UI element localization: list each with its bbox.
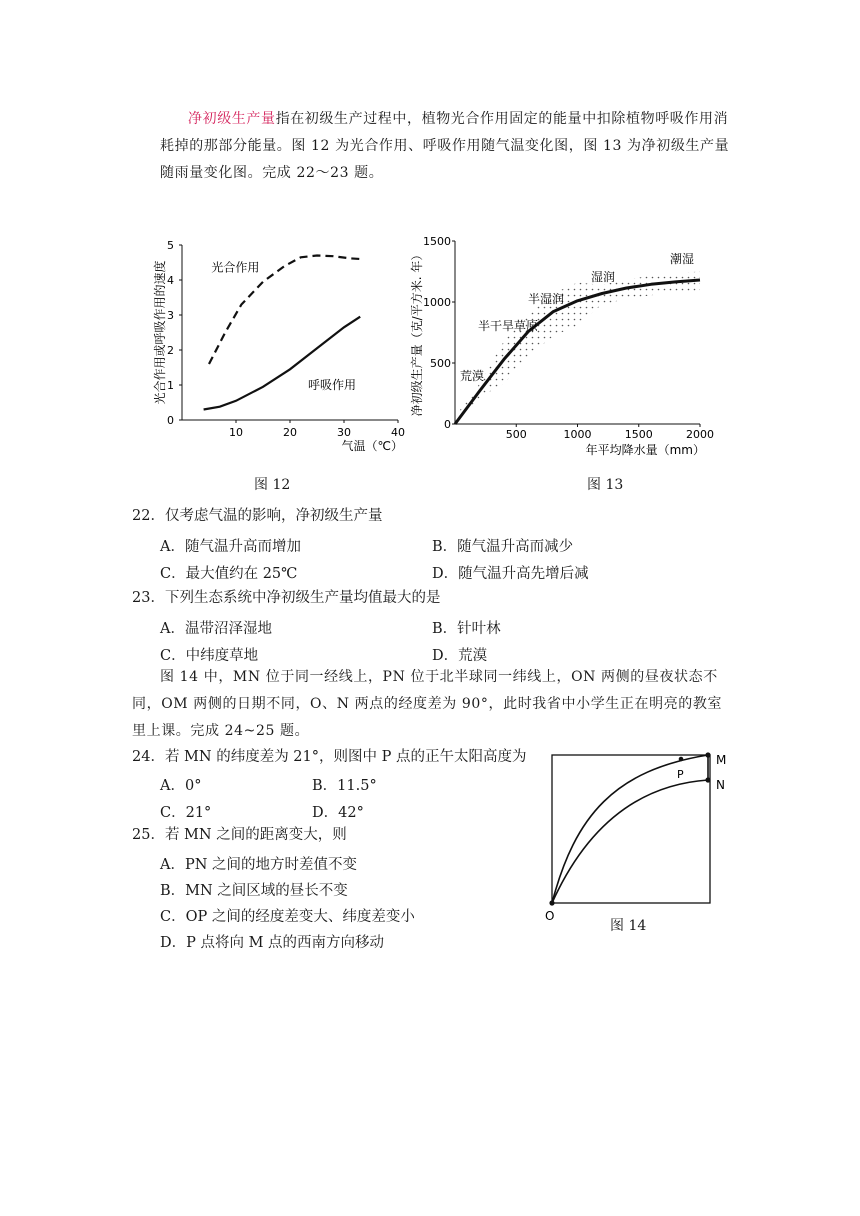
f13-y-tick-label: 0 bbox=[444, 418, 451, 431]
f13-annotation: 潮湿 bbox=[670, 252, 695, 266]
point-p bbox=[679, 757, 684, 762]
label-n: N bbox=[716, 778, 725, 792]
point-n bbox=[705, 777, 710, 782]
f12-series-line bbox=[204, 317, 361, 410]
q25-option-b: B．MN 之间区域的昼长不变 bbox=[160, 883, 348, 899]
f12-y-tick-label: 0 bbox=[167, 414, 174, 427]
f12-y-tick-label: 5 bbox=[167, 239, 174, 252]
point-m bbox=[705, 752, 710, 757]
f12-series-label: 光合作用 bbox=[211, 260, 260, 275]
question-23-stem: 23．下列生态系统中净初级生产量均值最大的是 bbox=[132, 590, 441, 606]
f12-x-label: 气温（℃） bbox=[341, 439, 403, 453]
diagram-frame bbox=[552, 755, 710, 903]
f13-y-label: 净初级生产量（克/平方米. 年） bbox=[410, 248, 424, 417]
q24-option-a: A．0° bbox=[160, 778, 202, 794]
q22-option-c: C．最大值约在 25℃ bbox=[160, 566, 298, 582]
q22-option-b: B．随气温升高而减少 bbox=[432, 539, 574, 555]
label-m: M bbox=[716, 753, 727, 767]
f13-y-tick-label: 1000 bbox=[423, 296, 451, 309]
q22-option-a: A．随气温升高而增加 bbox=[160, 539, 301, 555]
question-25-stem: 25．若 MN 之间的距离变大，则 bbox=[132, 827, 347, 843]
q22-option-d: D．随气温升高先增后减 bbox=[432, 566, 589, 582]
f12-x-tick-label: 40 bbox=[391, 426, 405, 439]
question-22-stem: 22．仅考虑气温的影响，净初级生产量 bbox=[132, 508, 383, 524]
q23-option-c: C．中纬度草地 bbox=[160, 648, 259, 664]
q23-option-d: D．荒漠 bbox=[432, 648, 488, 664]
f12-y-label: 光合作用或呼吸作用的速度 bbox=[153, 260, 167, 405]
label-o: O bbox=[545, 909, 555, 923]
f12-x-tick-label: 30 bbox=[337, 426, 351, 439]
figure-13-chart bbox=[405, 228, 725, 468]
intro-paragraph bbox=[160, 106, 732, 187]
f13-y-tick-label: 500 bbox=[430, 357, 451, 370]
f12-y-tick-label: 4 bbox=[167, 274, 174, 287]
f13-x-tick-label: 2000 bbox=[686, 428, 714, 441]
f13-annotation: 荒漠 bbox=[460, 369, 485, 383]
f13-annotation: 湿润 bbox=[591, 270, 616, 284]
f13-series-line bbox=[455, 280, 700, 424]
q25-option-d: D．P 点将向 M 点的西南方向移动 bbox=[160, 935, 385, 951]
q24-option-b: B．11.5° bbox=[312, 778, 377, 794]
intro2-paragraph: 图 14 中，MN 位于同一经线上，PN 位于北半球同一纬线上，ON 两侧的昼夜状态不同，OM 两侧的日期不同，O、N 两点的经度差为 90°，此时我省中小学生正在明亮的教室里上课。完成 24~25 题。 bbox=[132, 669, 723, 739]
f13-annotation: 半湿润 bbox=[528, 292, 565, 306]
f12-x-tick-label: 10 bbox=[229, 426, 243, 439]
f13-y-tick-label: 1500 bbox=[423, 235, 451, 248]
q24-option-d: D．42° bbox=[312, 805, 364, 821]
f13-annotation: 半干旱草原 bbox=[478, 319, 539, 333]
curve-om bbox=[552, 755, 708, 903]
term-highlight: 净初级生产量 bbox=[188, 111, 276, 127]
label-p: P bbox=[677, 768, 684, 781]
f13-variance-band bbox=[455, 272, 700, 425]
f13-x-tick-label: 1500 bbox=[624, 428, 653, 441]
f13-x-tick-label: 500 bbox=[505, 428, 527, 441]
figure-13-caption: 图 13 bbox=[587, 477, 624, 493]
f12-y-tick-label: 1 bbox=[167, 379, 174, 392]
f12-series-label: 呼吸作用 bbox=[308, 377, 357, 392]
q23-option-a: A．温带沼泽湿地 bbox=[160, 621, 272, 637]
q25-option-c: C．OP 之间的经度差变大、纬度差变小 bbox=[160, 909, 415, 925]
point-o bbox=[549, 900, 554, 905]
figure-14-caption: 图 14 bbox=[610, 918, 647, 934]
f12-y-tick-label: 2 bbox=[167, 344, 174, 357]
f13-x-label: 年平均降水量（mm） bbox=[585, 443, 705, 457]
question-24-stem: 24．若 MN 的纬度差为 21°，则图中 P 点的正午太阳高度为 bbox=[132, 749, 527, 765]
figure-14-diagram bbox=[540, 745, 740, 925]
f13-x-tick-label: 1000 bbox=[563, 428, 592, 441]
f12-x-tick-label: 20 bbox=[283, 426, 297, 439]
intro-text: 指在初级生产过程中，植物光合作用固定的能量中扣除植物呼吸作用消耗掉的那部分能量。图 12 为光合作用、呼吸作用随气温变化图，图 13 为净初级生产量随雨量变化图。完成 22～23 题。 bbox=[160, 111, 730, 181]
q24-option-c: C．21° bbox=[160, 805, 212, 821]
q23-option-b: B．针叶林 bbox=[432, 621, 501, 637]
figure-12-caption: 图 12 bbox=[254, 477, 291, 493]
figure-12-chart bbox=[150, 228, 420, 468]
f12-y-tick-label: 3 bbox=[167, 309, 174, 322]
q25-option-a: A．PN 之间的地方时差值不变 bbox=[160, 857, 358, 873]
